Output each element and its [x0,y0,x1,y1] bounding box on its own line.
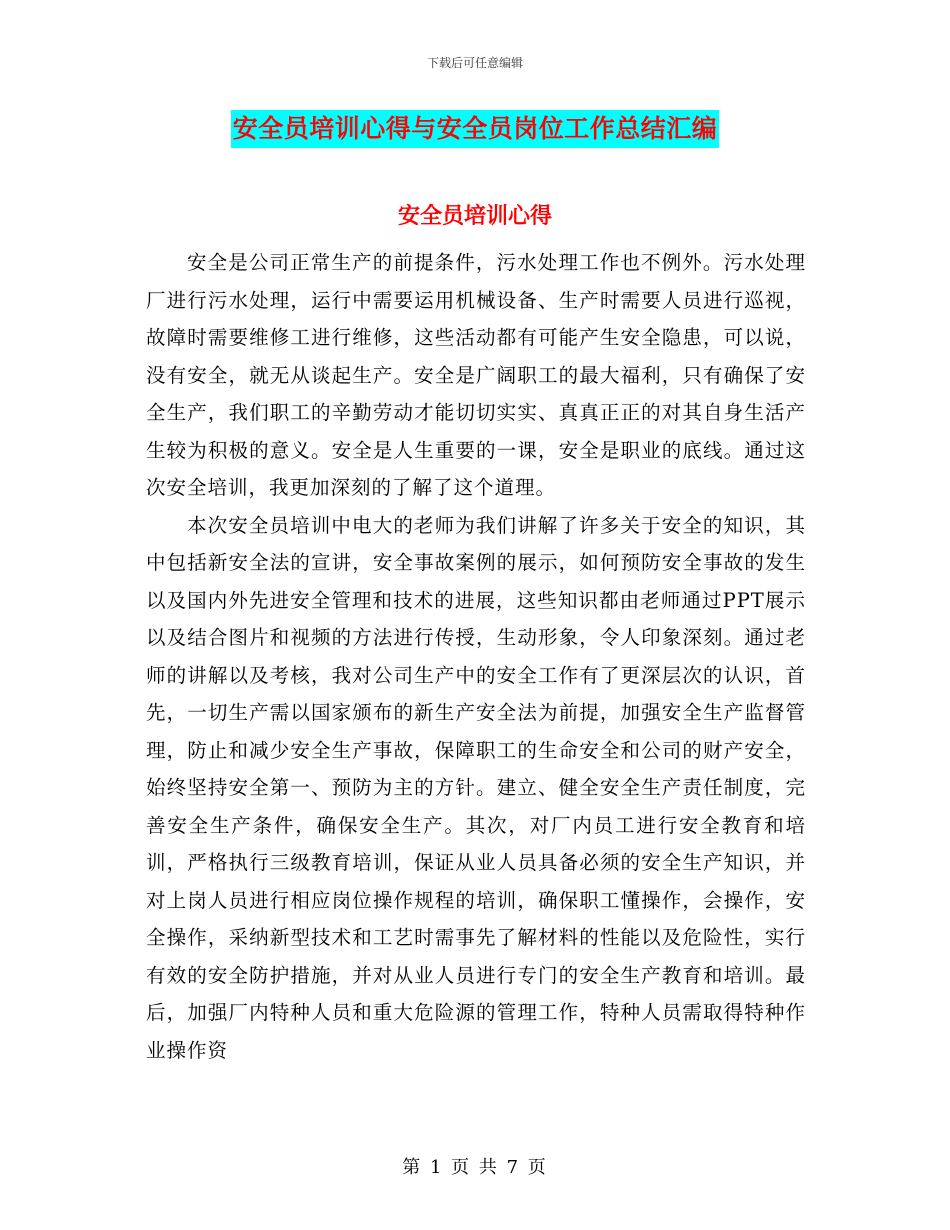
page-header-note: 下载后可任意编辑 [426,56,523,70]
body-paragraph-1: 安全是公司正常生产的前提条件，污水处理工作也不例外。污水处理厂进行污水处理，运行中需要运用机械设备、生产时需要人员进行巡视，故障时需要维修工进行维修，这些活动都有可能产生安全隐患，可以说，没有安全，就无从谈起生产。安全是广阔职工的最大福利，只有确保了安全生产，我们职工的辛勤劳动才能切切实实、真真正正的对其自身生活产生较为积极的意义。安全是人生重要的一课，安全是职业的底线。通过这次安全培训，我更加深刻的了解了这个道理。 [146,251,806,499]
document-body [146,244,806,1069]
document-title: 安全员培训心得与安全员岗位工作总结汇编 [231,110,720,148]
section-title: 安全员培训心得 [397,203,552,229]
page-number-footer: 第 1 页 共 7 页 [402,1157,548,1178]
body-paragraph-2: 本次安全员培训中电大的老师为我们讲解了许多关于安全的知识，其中包括新安全法的宣讲，安全事故案例的展示，如何预防安全事故的发生以及国内外先进安全管理和技术的进展，这些知识都由老师通过PPT展示以及结合图片和视频的方法进行传授，生动形象，令人印象深刻。通过老师的讲解以及考核，我对公司生产中的安全工作有了更深层次的认识，首先，一切生产需以国家颁布的新生产安全法为前提，加强安全生产监督管理，防止和减少安全生产事故，保障职工的生命安全和公司的财产安全，始终坚持安全第一、预防为主的方针。建立、健全安全生产责任制度，完善安全生产条件，确保安全生产。其次，对厂内员工进行安全教育和培训，严格执行三级教育培训，保证从业人员具备必须的安全生产知识，并对上岗人员进行相应岗位操作规程的培训，确保职工懂操作，会操作，安全操作，采纳新型技术和工艺时需事先了解材料的性能以及危险性，实行有效的安全防护措施，并对从业人员进行专门的安全生产教育和培训。最后，加强厂内特种人员和重大危险源的管理工作，特种人员需取得特种作业操作资 [146,513,806,1062]
document-title-container [0,110,950,148]
